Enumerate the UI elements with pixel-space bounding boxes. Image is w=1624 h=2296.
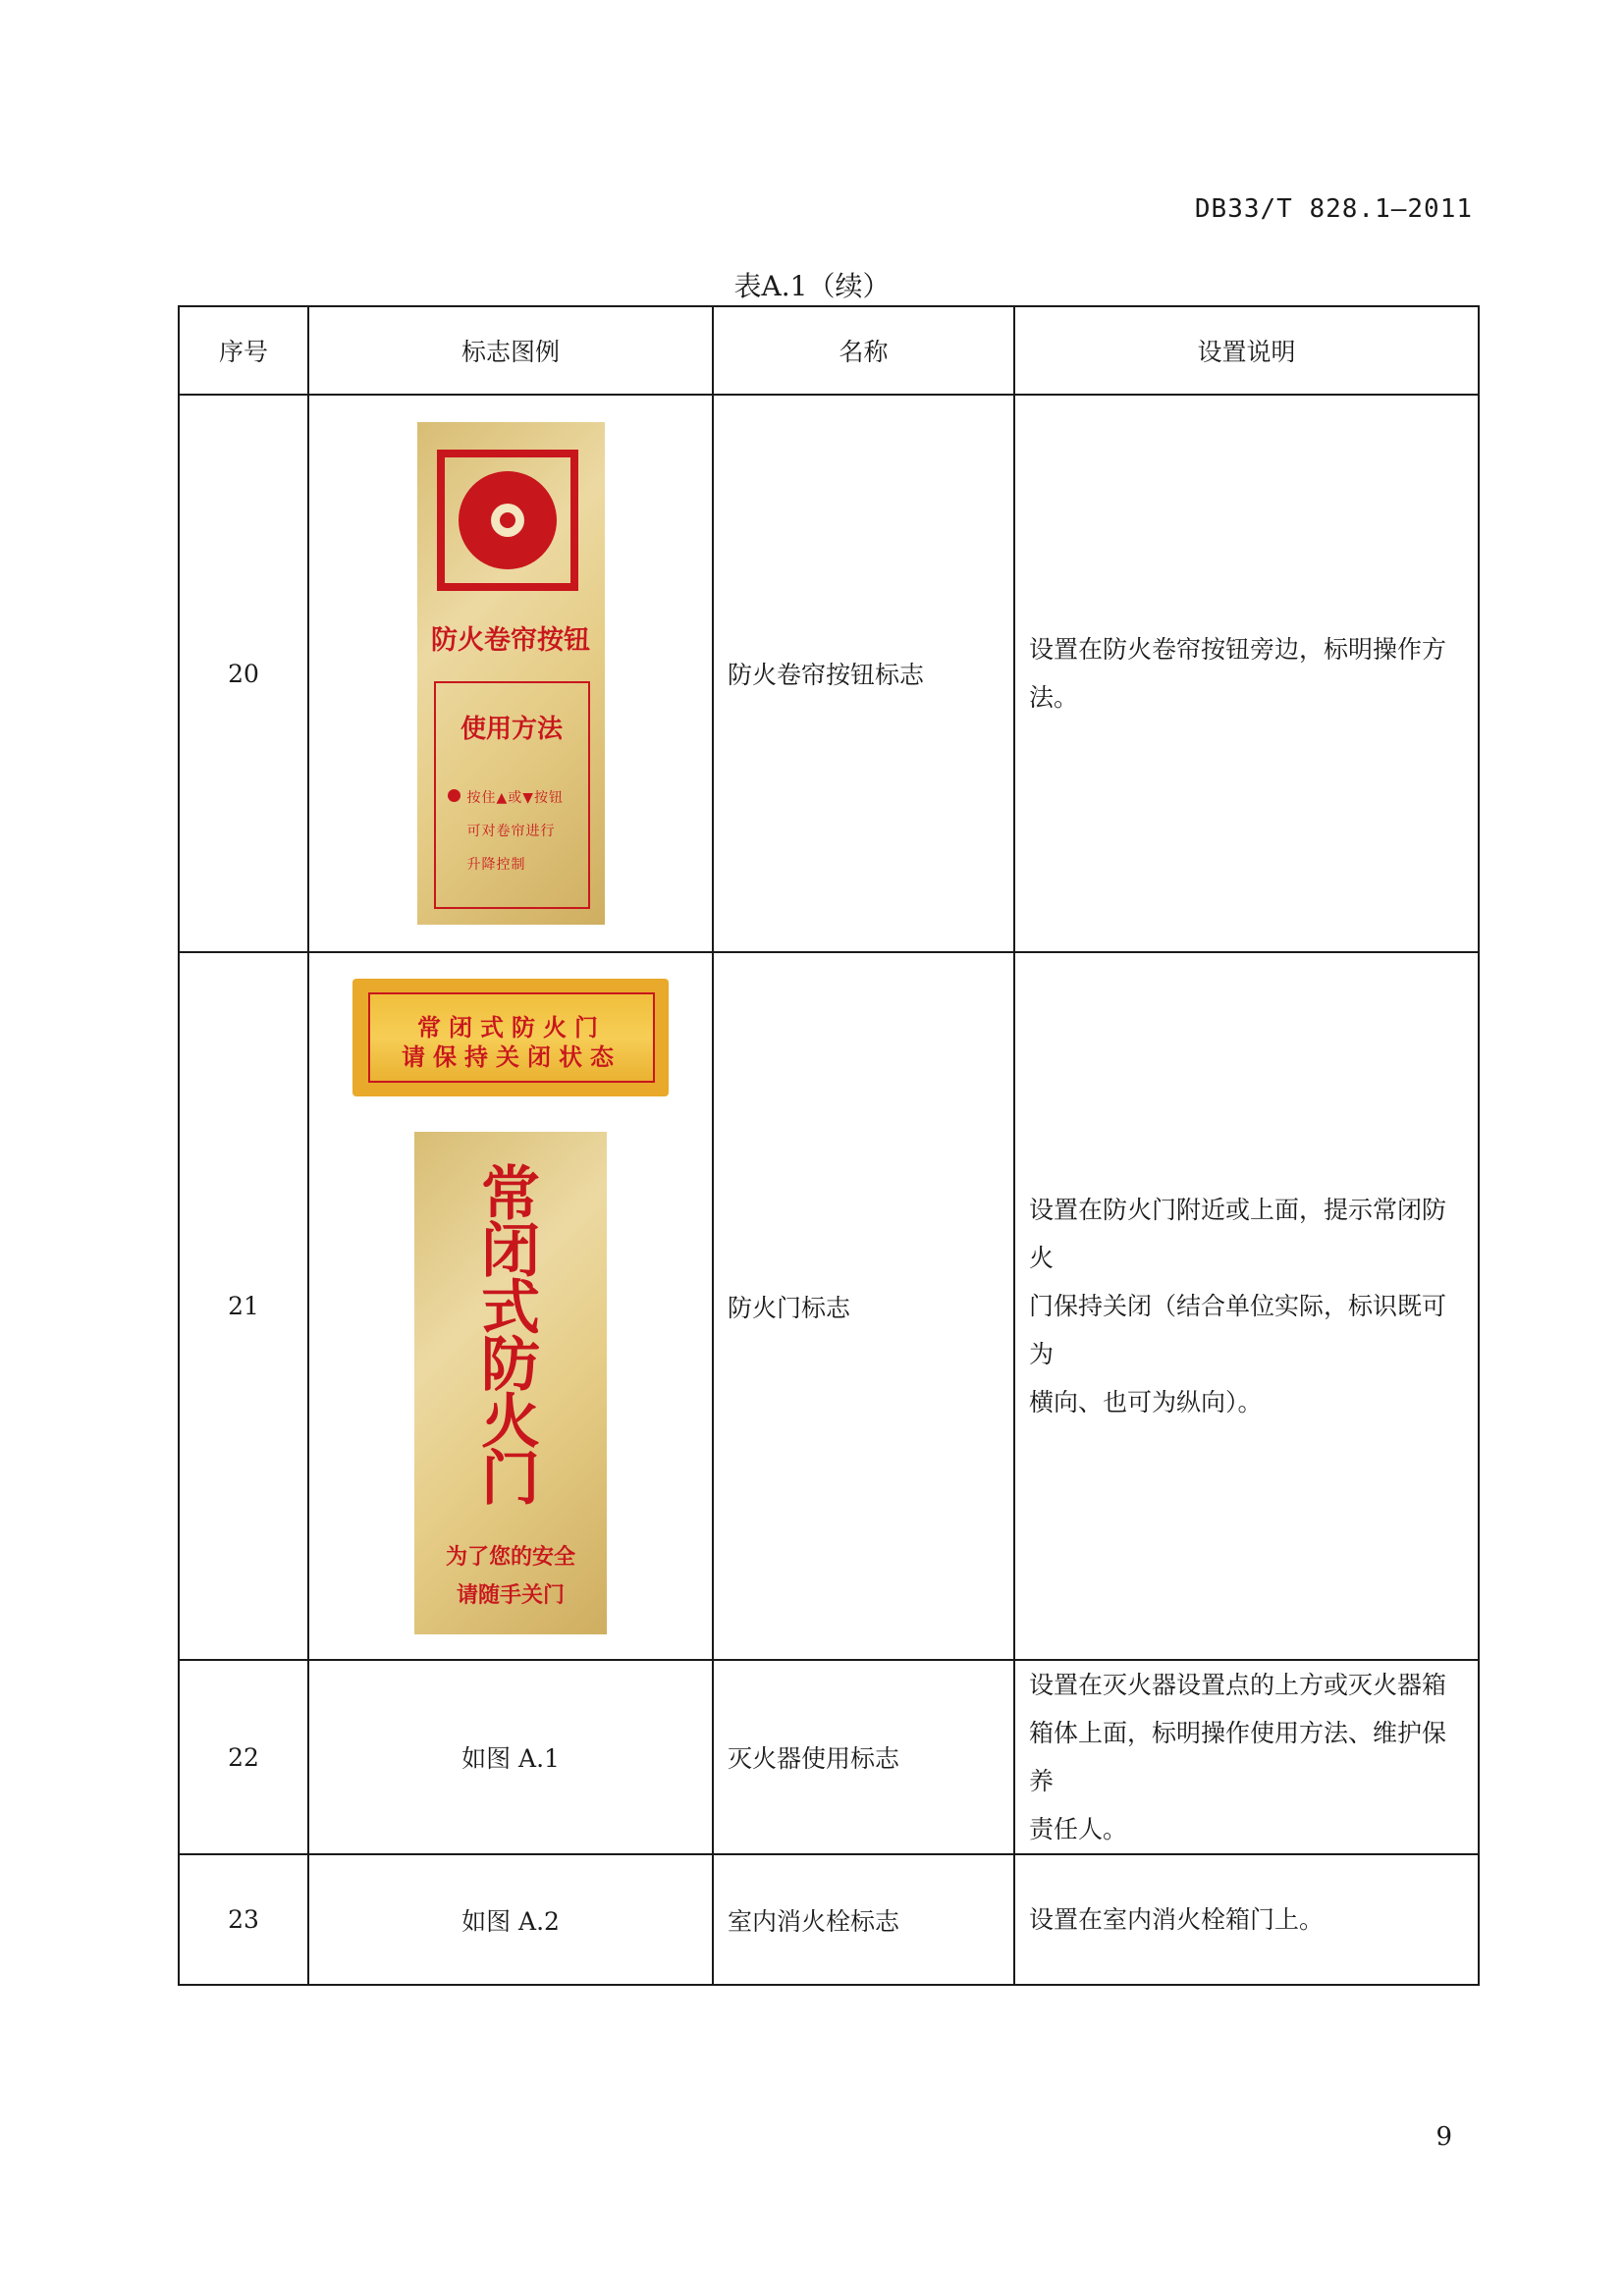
row-number: 21 [179,952,308,1660]
sign-name: 灭火器使用标志 [713,1660,1014,1854]
table-row [179,1660,1479,1854]
figure-reference: 如图 A.1 [308,1660,713,1854]
instruction-line: 升降控制 [466,857,526,873]
sign-name: 防火卷帘按钮标志 [713,395,1014,952]
horizontal-sign-line: 请保持关闭状态 [402,1042,622,1071]
standard-code: DB33/T 828.1—2011 [1194,194,1473,224]
page-number: 9 [1435,2122,1452,2152]
column-header-name: 名称 [713,306,1014,395]
vertical-sign-footer: 请随手关门 [456,1582,565,1608]
table-row [179,952,1479,1660]
row-number: 23 [179,1854,308,1985]
description-line: 法。 [1029,683,1079,712]
sign-description [1014,395,1479,952]
column-header-figure: 标志图例 [308,306,713,395]
description-line: 设置在防火门附近或上面，提示常闭防火 [1029,1196,1447,1272]
table-caption: 表A.1（续） [733,270,891,302]
description-line: 设置在室内消火栓箱门上。 [1029,1905,1325,1934]
description-line: 设置在灭火器设置点的上方或灭火器箱 [1029,1671,1447,1699]
table-row [179,1854,1479,1985]
fire-door-vertical-sign [414,1132,607,1634]
sign-title: 防火卷帘按钮 [431,625,590,656]
sign-description [1014,1660,1479,1854]
sign-table [178,305,1480,1986]
horizontal-sign-panel [368,992,655,1083]
description-line: 门保持关闭（结合单位实际，标识既可为 [1029,1292,1447,1368]
instruction-line: 可对卷帘进行 [466,824,556,839]
button-symbol-icon [437,450,578,591]
instruction-line: 按住▲或▼按钮 [466,790,565,806]
vertical-sign-char: 防 [481,1330,540,1400]
method-title: 使用方法 [460,715,563,744]
instruction-box [434,681,590,909]
fire-door-horizontal-sign [352,979,669,1096]
vertical-sign-char: 闭 [481,1216,540,1286]
row-number: 22 [179,1660,308,1854]
figure-cell [308,952,713,1660]
figure-reference: 如图 A.2 [308,1854,713,1985]
figure-cell [308,395,713,952]
sign-description [1014,1854,1479,1985]
sign-name: 室内消火栓标志 [713,1854,1014,1985]
vertical-sign-footer: 为了您的安全 [445,1544,575,1570]
sign-description [1014,952,1479,1660]
description-line: 横向、也可为纵向）。 [1029,1388,1263,1416]
description-line: 箱体上面，标明操作使用方法、维护保养 [1029,1719,1447,1795]
vertical-sign-char: 火 [481,1387,540,1457]
sign-name: 防火门标志 [713,952,1014,1660]
vertical-sign-char: 常 [481,1159,540,1229]
table-row [179,395,1479,952]
vertical-sign-char: 式 [481,1273,540,1343]
column-header-description: 设置说明 [1014,306,1479,395]
bullet-dot-icon [448,789,460,802]
description-line: 设置在防火卷帘按钮旁边，标明操作方 [1029,635,1447,664]
row-number: 20 [179,395,308,952]
column-header-no: 序号 [179,306,308,395]
description-line: 责任人。 [1029,1815,1128,1843]
button-disc [459,471,557,569]
fire-shutter-button-sign [417,422,605,925]
table-header-row [179,306,1479,395]
vertical-sign-char: 门 [481,1444,540,1514]
button-ring [491,504,524,537]
horizontal-sign-line: 常闭式防火门 [417,1013,606,1041]
